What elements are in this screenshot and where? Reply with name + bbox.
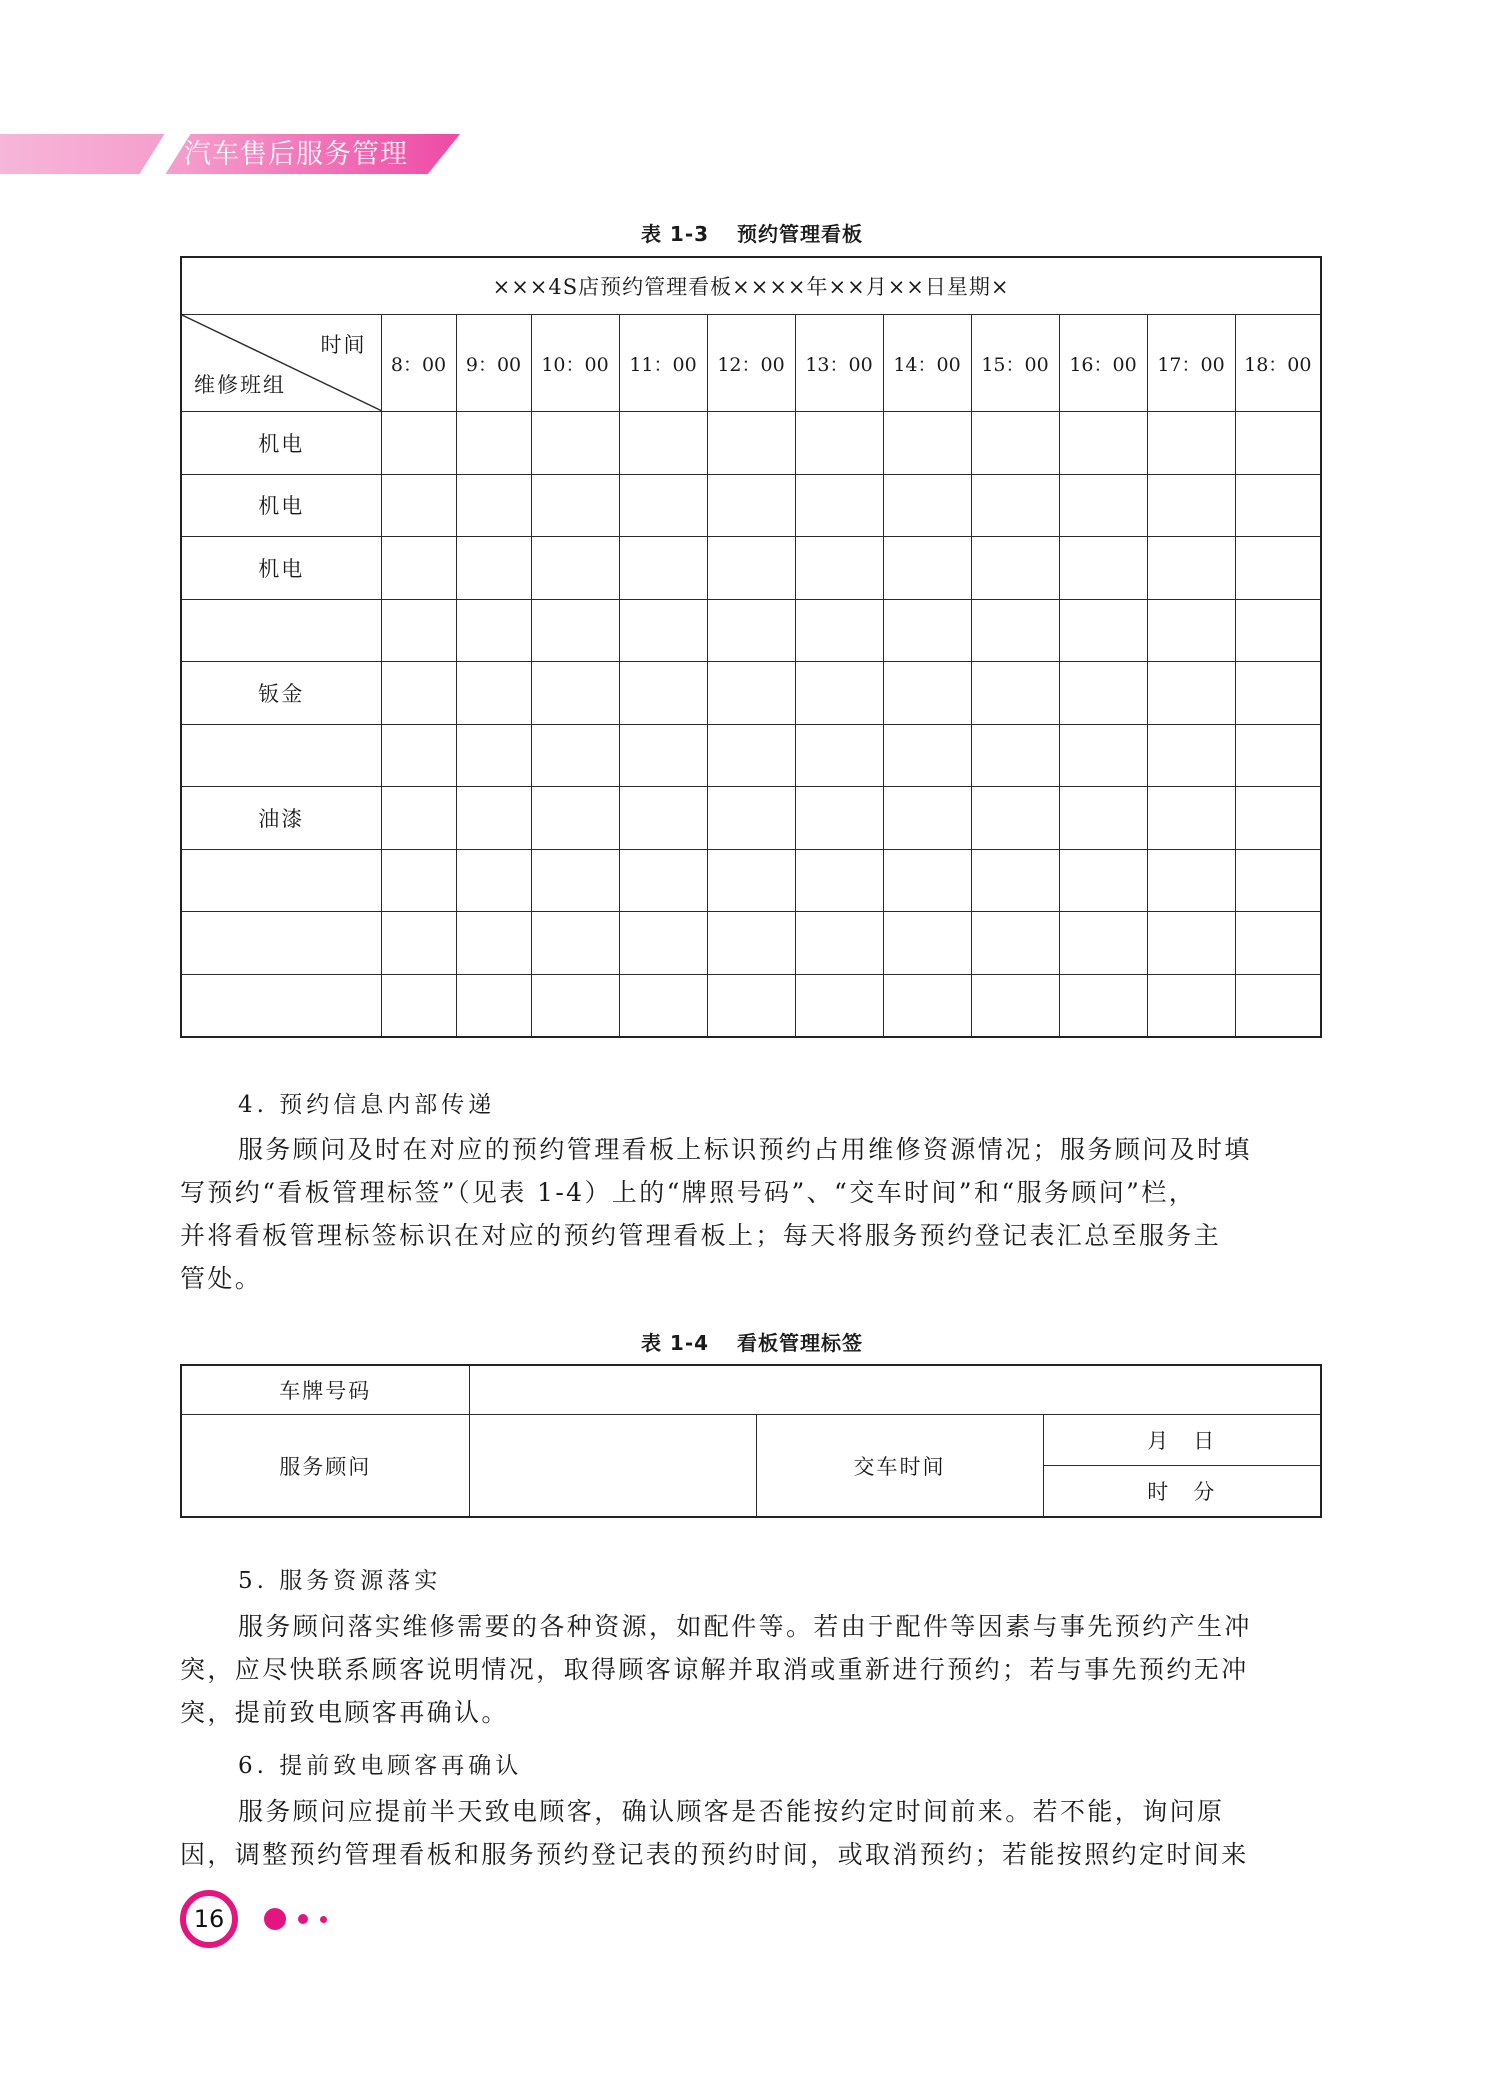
slot-cell <box>1059 849 1147 912</box>
slot-cell <box>1059 599 1147 662</box>
slot-cell <box>795 974 883 1037</box>
slot-cell <box>1235 912 1321 975</box>
slot-cell <box>707 474 795 537</box>
slot-cell <box>619 912 707 975</box>
board-row <box>181 599 1321 662</box>
slot-cell <box>381 662 456 725</box>
hour-header: 11：00 <box>619 315 707 412</box>
slot-cell <box>381 724 456 787</box>
slot-cell <box>531 662 619 725</box>
slot-cell <box>883 787 971 850</box>
kanban-tag-table <box>180 1364 1322 1518</box>
slot-cell <box>1235 474 1321 537</box>
paragraph-text: 服务顾问落实维修需要的各种资源，如配件等。若由于配件等因素与事先预约产生冲 <box>238 1612 1252 1641</box>
slot-cell <box>707 912 795 975</box>
paragraph-text: 服务顾问及时在对应的预约管理看板上标识预约占用维修资源情况；服务顾问及时填 <box>238 1135 1252 1164</box>
hour-header: 14：00 <box>883 315 971 412</box>
appointment-board-table <box>180 256 1322 1038</box>
paragraph-line <box>180 1691 1320 1734</box>
section-5-paragraph <box>180 1605 1320 1734</box>
service-advisor-value-cell <box>469 1415 756 1518</box>
page-number-badge <box>180 1890 238 1948</box>
board-row <box>181 849 1321 912</box>
slot-cell <box>1059 974 1147 1037</box>
table-1-3-caption-text: 预约管理看板 <box>737 222 864 246</box>
slot-cell <box>1059 474 1147 537</box>
hour-header: 8：00 <box>381 315 456 412</box>
slot-cell <box>456 474 531 537</box>
paragraph-line <box>180 1790 1320 1833</box>
paragraph-text: 突，应尽快联系顾客说明情况，取得顾客谅解并取消或重新进行预约；若与事先预约无冲 <box>180 1655 1249 1684</box>
board-row <box>181 474 1321 537</box>
slot-cell <box>1059 537 1147 600</box>
slot-cell <box>531 537 619 600</box>
board-row <box>181 787 1321 850</box>
repair-group-label <box>181 849 381 912</box>
slot-cell <box>883 724 971 787</box>
paragraph-line <box>180 1128 1320 1171</box>
paragraph-text: 写预约“看板管理标签”（见表 1-4）上的“牌照号码”、“交车时间”和“服务顾问”栏， <box>180 1178 1197 1207</box>
page-dot-large <box>264 1908 286 1930</box>
table-1-3-caption-number: 表 1-3 <box>640 222 710 246</box>
slot-cell <box>795 662 883 725</box>
table-1-3-caption <box>0 218 1504 247</box>
board-corner-cell <box>181 315 381 412</box>
slot-cell <box>883 912 971 975</box>
slot-cell <box>1059 787 1147 850</box>
slot-cell <box>381 849 456 912</box>
slot-cell <box>531 412 619 475</box>
slot-cell <box>1059 412 1147 475</box>
slot-cell <box>707 849 795 912</box>
slot-cell <box>381 912 456 975</box>
hour-header: 10：00 <box>531 315 619 412</box>
slot-cell <box>707 599 795 662</box>
slot-cell <box>1059 662 1147 725</box>
slot-cell <box>1147 787 1235 850</box>
slot-cell <box>883 849 971 912</box>
slot-cell <box>707 662 795 725</box>
slot-cell <box>1235 662 1321 725</box>
slot-cell <box>1147 662 1235 725</box>
slot-cell <box>619 787 707 850</box>
slot-cell <box>707 412 795 475</box>
section-5-heading: 5. 服务资源落实 <box>238 1568 442 1594</box>
delivery-time-label: 交车时间 <box>756 1415 1043 1518</box>
slot-cell <box>619 724 707 787</box>
slot-cell <box>1147 974 1235 1037</box>
repair-group-label: 钣金 <box>181 662 381 725</box>
delivery-hour-cell: 时 分 <box>1043 1466 1321 1518</box>
paragraph-line <box>180 1648 1320 1691</box>
service-advisor-label: 服务顾问 <box>181 1415 469 1518</box>
page-number: 16 <box>193 1905 225 1933</box>
slot-cell <box>883 412 971 475</box>
board-row <box>181 412 1321 475</box>
corner-label-group: 维修班组 <box>194 373 286 397</box>
slot-cell <box>1059 912 1147 975</box>
slot-cell <box>1147 849 1235 912</box>
slot-cell <box>883 662 971 725</box>
board-title: ×××4S店预约管理看板××××年××月××日星期× <box>181 257 1321 315</box>
hour-header: 9：00 <box>456 315 531 412</box>
slot-cell <box>456 849 531 912</box>
table-1-4-caption-number: 表 1-4 <box>640 1331 710 1355</box>
paragraph-line <box>180 1605 1320 1648</box>
slot-cell <box>707 787 795 850</box>
slot-cell <box>883 599 971 662</box>
slot-cell <box>971 412 1059 475</box>
slot-cell <box>456 599 531 662</box>
slot-cell <box>456 724 531 787</box>
slot-cell <box>531 849 619 912</box>
slot-cell <box>795 912 883 975</box>
slot-cell <box>795 474 883 537</box>
slot-cell <box>531 474 619 537</box>
board-row <box>181 662 1321 725</box>
hour-header: 13：00 <box>795 315 883 412</box>
repair-group-label: 机电 <box>181 412 381 475</box>
hour-header: 15：00 <box>971 315 1059 412</box>
paragraph-text: 并将看板管理标签标识在对应的预约管理看板上；每天将服务预约登记表汇总至服务主 <box>180 1221 1222 1250</box>
slot-cell <box>456 787 531 850</box>
hour-header: 18：00 <box>1235 315 1321 412</box>
slot-cell <box>971 537 1059 600</box>
slot-cell <box>883 974 971 1037</box>
slot-cell <box>619 599 707 662</box>
paragraph-line <box>180 1833 1320 1876</box>
slot-cell <box>456 974 531 1037</box>
slot-cell <box>883 474 971 537</box>
slot-cell <box>456 412 531 475</box>
hour-header: 17：00 <box>1147 315 1235 412</box>
board-row <box>181 724 1321 787</box>
table-1-4-caption-text: 看板管理标签 <box>737 1331 864 1355</box>
slot-cell <box>795 537 883 600</box>
paragraph-line <box>180 1257 1320 1300</box>
section-4-paragraph <box>180 1128 1320 1300</box>
slot-cell <box>1147 599 1235 662</box>
slot-cell <box>456 912 531 975</box>
slot-cell <box>1235 849 1321 912</box>
slot-cell <box>531 912 619 975</box>
running-header-title: 汽车售后服务管理 <box>184 139 408 170</box>
repair-group-label: 油漆 <box>181 787 381 850</box>
section-6-heading: 6. 提前致电顾客再确认 <box>238 1753 523 1779</box>
slot-cell <box>619 662 707 725</box>
slot-cell <box>381 787 456 850</box>
hour-header: 12：00 <box>707 315 795 412</box>
paragraph-text: 突，提前致电顾客再确认。 <box>180 1698 509 1727</box>
paragraph-line <box>180 1171 1320 1214</box>
slot-cell <box>971 912 1059 975</box>
slot-cell <box>971 849 1059 912</box>
slot-cell <box>381 537 456 600</box>
slot-cell <box>707 974 795 1037</box>
slot-cell <box>381 412 456 475</box>
repair-group-label: 机电 <box>181 537 381 600</box>
board-row <box>181 537 1321 600</box>
slot-cell <box>531 787 619 850</box>
slot-cell <box>381 474 456 537</box>
slot-cell <box>1147 537 1235 600</box>
paragraph-text: 管处。 <box>180 1264 263 1293</box>
slot-cell <box>971 974 1059 1037</box>
slot-cell <box>1059 724 1147 787</box>
slot-cell <box>883 537 971 600</box>
slot-cell <box>1235 974 1321 1037</box>
slot-cell <box>971 474 1059 537</box>
section-4-heading: 4. 预约信息内部传递 <box>238 1092 496 1118</box>
slot-cell <box>971 662 1059 725</box>
delivery-date-cell: 月 日 <box>1043 1415 1321 1466</box>
slot-cell <box>531 974 619 1037</box>
slot-cell <box>1235 787 1321 850</box>
section-6-paragraph <box>180 1790 1320 1876</box>
slot-cell <box>531 599 619 662</box>
slot-cell <box>971 787 1059 850</box>
slot-cell <box>795 412 883 475</box>
slot-cell <box>971 599 1059 662</box>
slot-cell <box>619 537 707 600</box>
paragraph-text: 服务顾问应提前半天致电顾客，确认顾客是否能按约定时间前来。若不能，询问原 <box>238 1797 1225 1826</box>
slot-cell <box>1235 412 1321 475</box>
board-row <box>181 974 1321 1037</box>
slot-cell <box>381 599 456 662</box>
slot-cell <box>1235 599 1321 662</box>
slot-cell <box>795 599 883 662</box>
slot-cell <box>707 537 795 600</box>
slot-cell <box>1147 724 1235 787</box>
slot-cell <box>619 412 707 475</box>
table-1-4-caption <box>0 1327 1504 1356</box>
slot-cell <box>619 849 707 912</box>
slot-cell <box>456 662 531 725</box>
repair-group-label <box>181 974 381 1037</box>
page-dot-medium <box>298 1914 308 1924</box>
slot-cell <box>795 787 883 850</box>
repair-group-label <box>181 912 381 975</box>
hour-header: 16：00 <box>1059 315 1147 412</box>
plate-number-value-cell <box>469 1365 1321 1415</box>
board-row <box>181 912 1321 975</box>
slot-cell <box>619 474 707 537</box>
slot-cell <box>707 724 795 787</box>
corner-label-time: 时间 <box>320 333 367 357</box>
plate-number-label: 车牌号码 <box>181 1365 469 1415</box>
slot-cell <box>795 724 883 787</box>
page-dot-small <box>320 1916 327 1923</box>
paragraph-line <box>180 1214 1320 1257</box>
slot-cell <box>971 724 1059 787</box>
slot-cell <box>531 724 619 787</box>
paragraph-text: 因，调整预约管理看板和服务预约登记表的预约时间，或取消预约；若能按照约定时间来 <box>180 1840 1249 1869</box>
slot-cell <box>1147 912 1235 975</box>
slot-cell <box>1147 412 1235 475</box>
slot-cell <box>456 537 531 600</box>
slot-cell <box>619 974 707 1037</box>
repair-group-label: 机电 <box>181 474 381 537</box>
slot-cell <box>1147 474 1235 537</box>
slot-cell <box>381 974 456 1037</box>
repair-group-label <box>181 599 381 662</box>
slot-cell <box>795 849 883 912</box>
slot-cell <box>1235 537 1321 600</box>
slot-cell <box>1235 724 1321 787</box>
repair-group-label <box>181 724 381 787</box>
